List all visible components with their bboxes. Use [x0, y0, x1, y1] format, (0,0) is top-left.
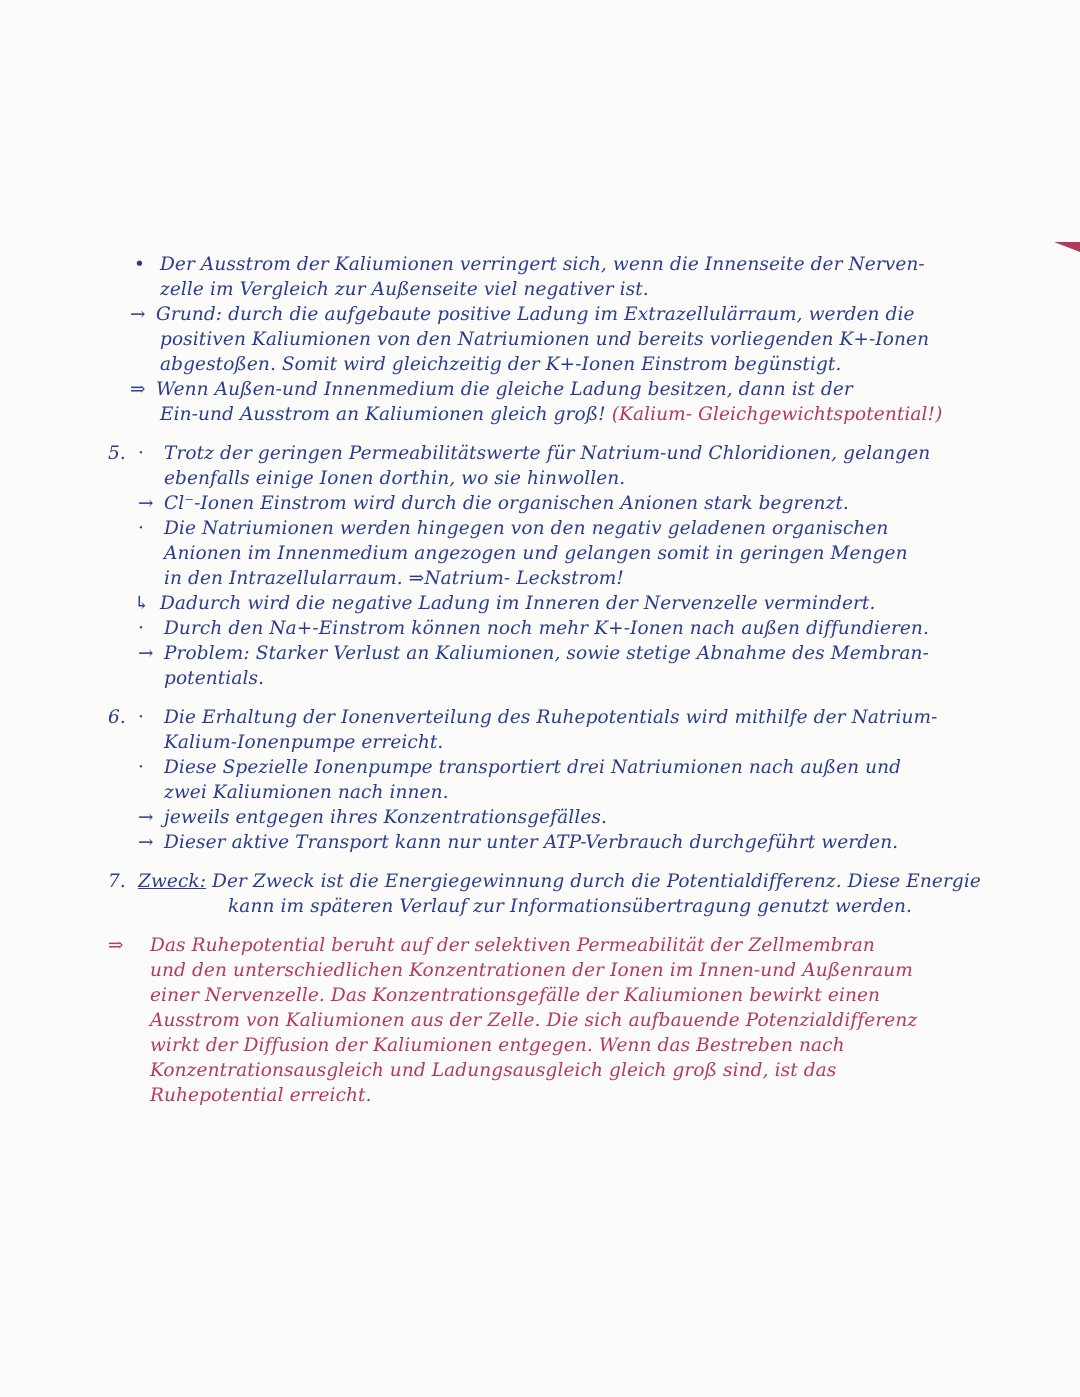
text-line: Ausstrom von Kaliumionen aus der Zelle. Die sich aufbauende Potenzialdifferenz [150, 1010, 918, 1031]
hook-arrow-icon: ↳ [134, 593, 150, 614]
arrow-right-icon: → [130, 304, 146, 325]
text-line: und den unterschiedlichen Konzentrationen der Ionen im Innen-und Außenraum [150, 960, 913, 981]
arrow-right-icon: → [138, 493, 154, 514]
text-line: potentials. [164, 668, 265, 689]
bullet-icon: · [138, 518, 144, 539]
text-line: 7. Zweck: Der Zweck ist die Energiegewinnung durch die Potentialdifferenz. Diese Energie [108, 871, 981, 892]
text-line: kann im späteren Verlauf zur Informationsübertragung genutzt werden. [228, 896, 912, 917]
section-5-leckstrom [108, 441, 998, 691]
kalium-gleichgewicht-note: (Kalium- Gleichgewichtspotential!) [611, 404, 943, 425]
text-line: in den Intrazellularraum. ⇒Natrium- Leckstrom! [164, 568, 624, 589]
page-corner-mark [1054, 242, 1080, 252]
arrow-right-icon: → [138, 832, 154, 853]
text-line: → Dieser aktive Transport kann nur unter ATP-Verbrauch durchgeführt werden. [138, 832, 899, 853]
text-line: positiven Kaliumionen von den Natriumionen und bereits vorliegenden K+-Ionen [160, 329, 930, 350]
text-line: zwei Kaliumionen nach innen. [164, 782, 449, 803]
text-line: • Der Ausstrom der Kaliumionen verringert sich, wenn die Innenseite der Nerven- [134, 254, 925, 275]
section-7-zweck [108, 869, 998, 919]
text-line: ebenfalls einige Ionen dorthin, wo sie hinwollen. [164, 468, 626, 489]
item-number: 7. [108, 871, 126, 892]
section-6-ionenpumpe [108, 705, 998, 855]
text-line: 5. · Trotz der geringen Permeabilitätswerte für Natrium-und Chloridionen, gelangen [108, 443, 931, 464]
item-number: 5. [108, 443, 126, 464]
text-line: Kalium-Ionenpumpe erreicht. [164, 732, 444, 753]
text-line: → Grund: durch die aufgebaute positive Ladung im Extrazellulärraum, werden die [130, 304, 915, 325]
text-line: Ruhepotential erreicht. [150, 1085, 372, 1106]
text-line: ↳ Dadurch wird die negative Ladung im Inneren der Nervenzelle vermindert. [134, 593, 876, 614]
arrow-right-icon: → [138, 643, 154, 664]
zweck-label: Zweck: [138, 871, 207, 892]
bullet-icon: · [138, 618, 144, 639]
text-line: einer Nervenzelle. Das Konzentrationsgefälle der Kaliumionen bewirkt einen [150, 985, 881, 1006]
bullet-icon: • [134, 254, 146, 275]
text-line: Ein-und Ausstrom an Kaliumionen gleich groß! (Kalium- Gleichgewichtspotential!) [160, 404, 943, 425]
text-line: · Diese Spezielle Ionenpumpe transportiert drei Natriumionen nach außen und [138, 757, 902, 778]
text-line: abgestoßen. Somit wird gleichzeitig der K+-Ionen Einstrom begünstigt. [160, 354, 842, 375]
text-line: → Problem: Starker Verlust an Kaliumionen, sowie stetige Abnahme des Membran- [138, 643, 929, 664]
text-line: ⇒ Das Ruhepotential beruht auf der selektiven Permeabilität der Zellmembran [108, 935, 875, 956]
text-line: zelle im Vergleich zur Außenseite viel negativer ist. [160, 279, 649, 300]
double-arrow-icon: ⇒ [108, 935, 124, 956]
handwritten-notes [108, 252, 998, 1122]
text-line: → Cl⁻-Ionen Einstrom wird durch die organischen Anionen stark begrenzt. [138, 493, 849, 514]
text-line: Konzentrationsausgleich und Ladungsausgleich gleich groß sind, ist das [150, 1060, 837, 1081]
section-kalium-ausstrom [108, 252, 998, 427]
bullet-icon: · [138, 757, 144, 778]
item-number: 6. [108, 707, 126, 728]
text-line: Anionen im Innenmedium angezogen und gelangen somit in geringen Mengen [164, 543, 908, 564]
arrow-right-icon: → [138, 807, 154, 828]
bullet-icon: · [138, 707, 144, 728]
text-line: ⇒ Wenn Außen-und Innenmedium die gleiche Ladung besitzen, dann ist der [130, 379, 853, 400]
text-line: · Durch den Na+-Einstrom können noch mehr K+-Ionen nach außen diffundieren. [138, 618, 929, 639]
text-line: wirkt der Diffusion der Kaliumionen entgegen. Wenn das Bestreben nach [150, 1035, 845, 1056]
double-arrow-icon: ⇒ [130, 379, 146, 400]
text-line: 6. · Die Erhaltung der Ionenverteilung des Ruhepotentials wird mithilfe der Natrium- [108, 707, 938, 728]
bullet-icon: · [138, 443, 144, 464]
summary-block [108, 933, 998, 1108]
text-line: · Die Natriumionen werden hingegen von den negativ geladenen organischen [138, 518, 889, 539]
text-line: → jeweils entgegen ihres Konzentrationsgefälles. [138, 807, 607, 828]
